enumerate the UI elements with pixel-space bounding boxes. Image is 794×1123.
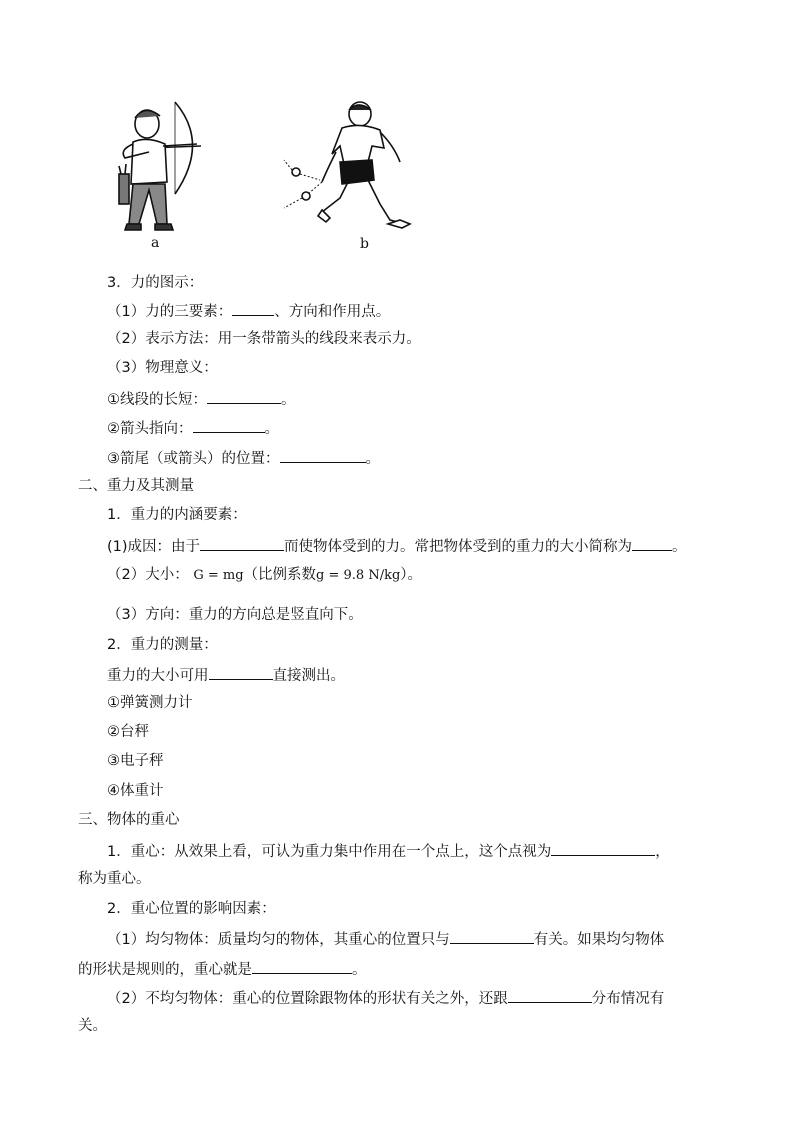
gravity-cause-c: 。 [672, 539, 687, 555]
cog-def-b: ， [655, 844, 670, 860]
answer-blank[interactable] [450, 928, 534, 944]
gravity-cause-b: 而使物体受到的力。常把物体受到的重力的大小简称为 [284, 539, 633, 555]
answer-blank[interactable] [551, 840, 655, 856]
gravity-size-c: ）。 [400, 567, 423, 583]
s3-item-2: （2）表示方法：用一条带箭头的线段来表示力。 [107, 331, 421, 347]
gravity-measure-line [107, 664, 345, 686]
section-heading-center-of-gravity: 三、物体的重心 [78, 812, 180, 828]
gravity-measure-b: 直接测出。 [272, 668, 345, 684]
cog-nonuniform [107, 987, 664, 1009]
answer-blank[interactable] [252, 958, 352, 974]
cog-nonuniform-a: （2）不均匀物体：重心的位置除跟物体的形状有关之外，还跟 [107, 991, 508, 1007]
answer-blank[interactable] [232, 300, 274, 316]
s3-item-1-pre: （1）力的三要素： [107, 304, 233, 320]
s3-item-1-post: 、方向和作用点。 [274, 304, 391, 320]
s3-item-1 [107, 300, 390, 322]
gravity-measure-title: 2．重力的测量： [107, 637, 218, 653]
cog-uniform-d: 。 [352, 962, 367, 978]
gravity-cause [107, 535, 687, 557]
runner-illustration [282, 100, 417, 235]
answer-blank[interactable] [207, 388, 281, 404]
s3-circle-1 [107, 388, 296, 410]
tool-item: ①弹簧测力计 [107, 695, 193, 711]
period: 。 [264, 421, 279, 437]
gravity-size-a: （2）大小： [107, 567, 189, 583]
s3-circle-3-label: ③箭尾（或箭头）的位置： [107, 451, 280, 467]
figure-b-caption: b [360, 236, 369, 252]
gravity-cause-a: (1)成因：由于 [107, 539, 201, 555]
figure-a-caption: a [151, 235, 160, 251]
gravity-elements-title: 1．重力的内涵要素： [107, 507, 247, 523]
gravity-measure-a: 重力的大小可用 [107, 668, 209, 684]
answer-blank[interactable] [508, 987, 592, 1003]
center-of-gravity-definition [107, 840, 670, 862]
s3-circle-1-label: ①线段的长短： [107, 392, 207, 408]
cog-uniform [107, 928, 664, 950]
s3-title: 3．力的图示： [107, 275, 204, 291]
gravity-direction: （3）方向：重力的方向总是竖直向下。 [107, 607, 363, 623]
cog-uniform-c: 的形状是规则的，重心就是 [78, 962, 252, 978]
s3-circle-2 [107, 417, 279, 439]
period: 。 [281, 392, 296, 408]
answer-blank[interactable] [280, 447, 366, 463]
cog-uniform-continued [78, 958, 367, 980]
cog-nonuniform-b: 分布情况有 [591, 991, 665, 1007]
answer-blank[interactable] [209, 664, 273, 680]
cog-def-continued: 称为重心。 [78, 871, 151, 887]
cog-def-a: 1．重心：从效果上看，可认为重力集中作用在一个点上，这个点视为 [107, 844, 552, 860]
gravity-size-b: （比例系数 [243, 567, 317, 583]
answer-blank[interactable] [200, 535, 284, 551]
period: 。 [365, 451, 380, 467]
answer-blank[interactable] [632, 535, 672, 551]
answer-blank[interactable] [193, 417, 265, 433]
gravity-constant: g = 9.8 N/kg [316, 568, 401, 583]
tool-item: ④体重计 [107, 783, 164, 799]
s3-circle-3 [107, 447, 380, 469]
tool-item: ②台秤 [107, 724, 149, 740]
cog-nonuniform-continued: 关。 [78, 1018, 107, 1034]
cog-uniform-b: 有关。如果均匀物体 [533, 932, 665, 948]
cog-factors-title: 2．重心位置的影响因素： [107, 901, 276, 917]
s3-circle-2-label: ②箭头指向： [107, 421, 193, 437]
cog-uniform-a: （1）均匀物体：质量均匀的物体，其重心的位置只与 [107, 932, 450, 948]
section-heading-gravity: 二、重力及其测量 [78, 478, 194, 494]
gravity-size [107, 565, 422, 586]
s3-item-3: （3）物理意义： [107, 360, 218, 376]
archer-illustration [105, 98, 210, 238]
tool-item: ③电子秤 [107, 753, 164, 769]
gravity-formula: G = mg [193, 568, 244, 583]
